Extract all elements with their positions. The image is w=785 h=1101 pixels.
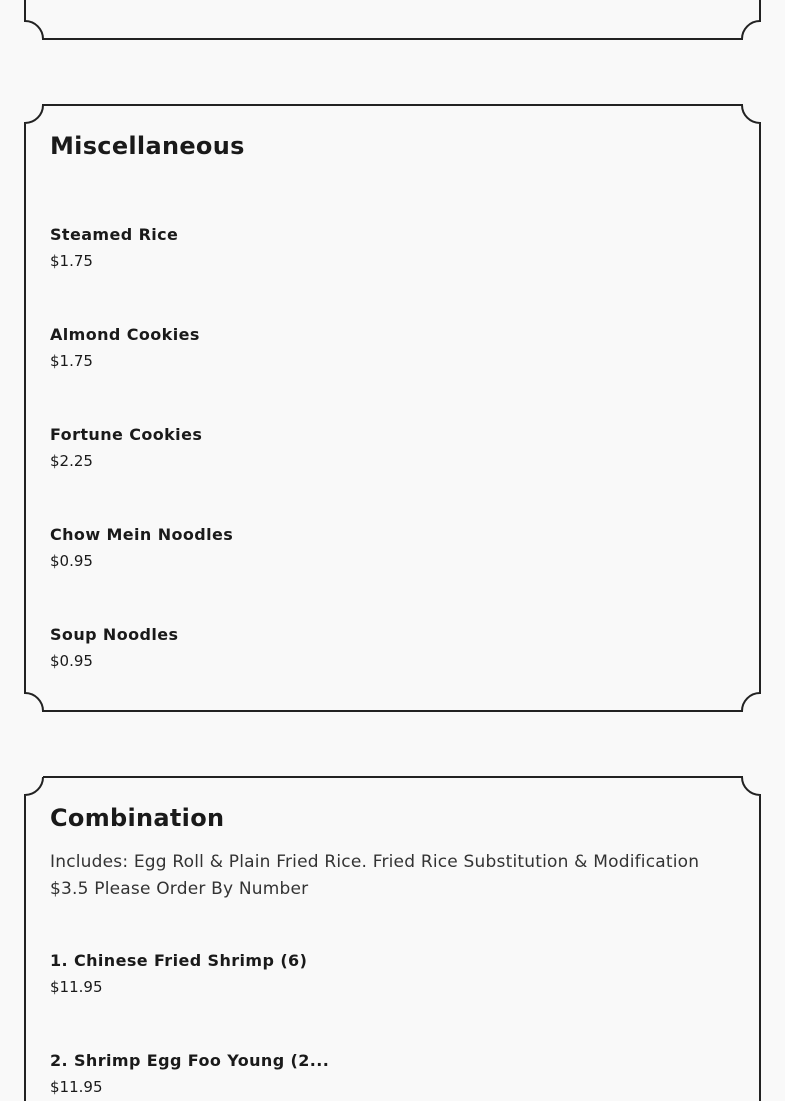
item-name: 2. Shrimp Egg Foo Young (2... <box>50 1051 330 1070</box>
menu-item[interactable] <box>50 425 690 471</box>
section-title: Miscellaneous <box>50 132 245 160</box>
item-name: Fortune Cookies <box>50 425 203 444</box>
menu-item[interactable] <box>50 325 690 371</box>
ticket-frame-border <box>25 0 760 40</box>
item-price: $0.95 <box>50 552 93 570</box>
menu-item[interactable] <box>50 1051 690 1097</box>
item-name: 1. Chinese Fried Shrimp (6) <box>50 951 308 970</box>
item-name: Soup Noodles <box>50 625 179 644</box>
previous-section-panel <box>25 0 760 40</box>
menu-item[interactable] <box>50 225 690 271</box>
section-title: Combination <box>50 804 225 832</box>
menu-item[interactable] <box>50 525 690 571</box>
item-price: $0.95 <box>50 652 93 670</box>
item-price: $11.95 <box>50 978 103 996</box>
section-combination <box>25 776 760 1101</box>
item-name: Steamed Rice <box>50 225 179 244</box>
section-description: Includes: Egg Roll & Plain Fried Rice. Fried Rice Substitution & Modification $3.5 Please Order By Number <box>50 852 700 899</box>
item-price: $1.75 <box>50 352 93 370</box>
menu-item[interactable] <box>50 625 690 671</box>
menu-item[interactable] <box>50 951 690 997</box>
item-name: Almond Cookies <box>50 325 200 344</box>
section-miscellaneous <box>25 104 760 712</box>
item-price: $11.95 <box>50 1078 103 1096</box>
item-price: $2.25 <box>50 452 93 470</box>
item-price: $1.75 <box>50 252 93 270</box>
item-name: Chow Mein Noodles <box>50 525 234 544</box>
ticket-frame-border <box>25 104 760 712</box>
